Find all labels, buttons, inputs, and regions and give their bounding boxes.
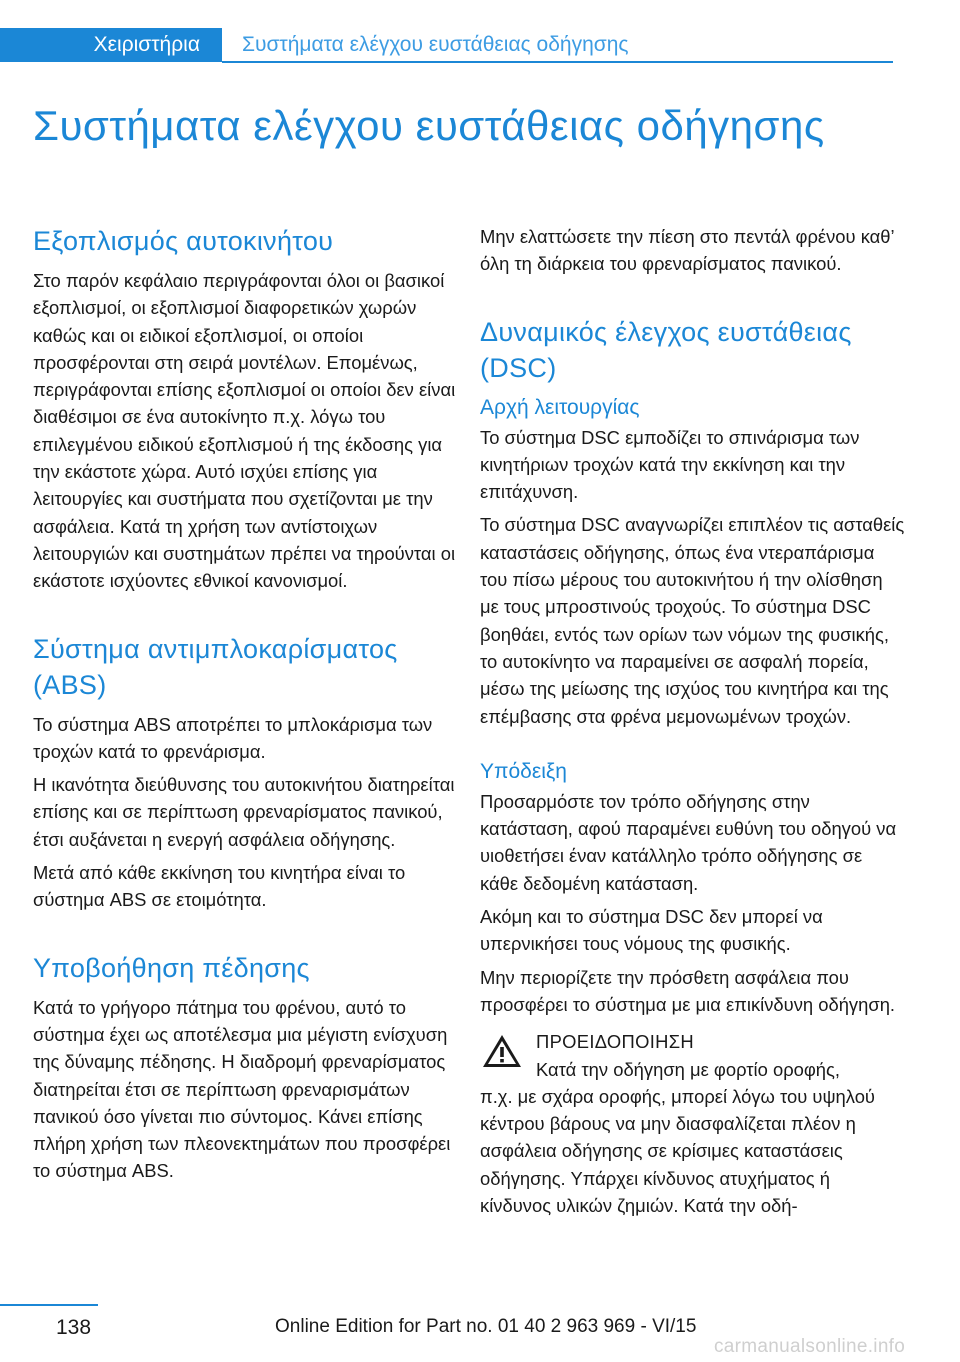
warning-text-first-line: Κατά την οδήγηση με φορτίο οροφής, (536, 1058, 841, 1080)
left-column (33, 223, 458, 1191)
vehicle-equipment-text: Στο παρόν κεφάλαιο περιγράφονται όλοι οι βασικοί εξοπλισμοί, οι εξοπλισμοί διαφορετικών χωρών καθώς και οι ειδικοί εξοπλισμοί, οι οποίοι προσφέρονται στη σειρά μοντέλων. Επομένως, περιγράφονται επίσης εξοπλισμοί οι οποίοι δεν είναι διαθέσιμοι σε ένα αυτοκίνητο π.χ. λόγω του επιλεγμένου ειδικού εξοπλισμού ή της έκδοσης για την εκάστοτε χώρα. Αυτό ισχύει επίσης για λειτουργίες και συστήματα που σχετίζονται με την ασφάλεια. Κατά τη χρήση των αντίστοιχων λειτουργιών και συστημάτων πρέπει να τηρούνται οι εκάστοτε ισχύοντες εθνικοί κανονισμοί. (33, 270, 456, 592)
header-tab-stability-systems[interactable]: Συστήματα ελέγχου ευστάθειας οδήγησης (242, 33, 629, 56)
warning-text: π.χ. με σχάρα οροφής, μπορεί λόγω του υψηλού κέντρου βάρους να μην διασφαλίζεται πλέον η ασφάλεια οδήγησης σε κρίσιμες καταστάσεις οδήγησης. Υπάρχει κίνδυνος ατυχήματος ή κίνδυνος υλικών ζημιών. Κατά την οδή- (480, 1085, 875, 1217)
brake-assist-heading: Υποβοήθηση πέδησης (33, 952, 310, 983)
abs-paragraph-1: Το σύστημα ABS αποτρέπει το μπλοκάρισμα των τροχών κατά το φρενάρισμα. (33, 713, 433, 762)
footer-rule (0, 1304, 98, 1306)
header-rule (222, 61, 893, 63)
warning-title: ΠΡΟΕΙΔΟΠΟΙΗΣΗ (536, 1031, 694, 1053)
hint-heading: Υπόδειξη (480, 759, 567, 783)
dsc-paragraph-1: Το σύστημα DSC εμποδίζει το σπινάρισμα των κινητήριων τροχών κατά την εκκίνηση και την επιτάχυνση. (480, 426, 860, 503)
operating-principle-heading: Αρχή λειτουργίας (480, 395, 640, 419)
dsc-paragraph-2: Το σύστημα DSC αναγνωρίζει επιπλέον τις ασταθείς καταστάσεις οδήγησης, όπως ένα ντεραπάρισμα του πίσω μέρους του αυτοκινήτου ή την ολίσθηση με τους μπροστινούς τροχούς. Το σύστημα DSC βοηθάει, εντός των ορίων των νόμων της φυσικής, το αυτοκίνητο να παραμείνει σε ασφαλή πορεία, μέσω της μείωσης της ισχύος του κινητήρα και της επέμβασης στα φρένα μεμονωμένων τροχών. (480, 514, 905, 727)
dsc-heading: Δυναμικός έλεγχος ευστάθειας (DSC) (480, 316, 852, 383)
warning-block (480, 1028, 905, 1083)
abs-heading: Σύστημα αντιμπλοκαρίσματος (ABS) (33, 633, 398, 700)
hint-paragraph-1: Προσαρμόστε τον τρόπο οδήγησης στην κατάσταση, αφού παραμένει ευθύνη του οδηγού να υιοθετήσει έναν κατάλληλο τρόπο οδήγησης σε κάθε δεδομένη κατάσταση. (480, 790, 897, 894)
watermark: carmanualsonline.info (714, 1336, 906, 1357)
hint-paragraph-3: Μην περιορίζετε την πρόσθετη ασφάλεια που προσφέρει το σύστημα με μια επικίνδυνη οδήγηση. (480, 966, 896, 1015)
right-column (480, 223, 905, 1219)
page-number: 138 (56, 1316, 92, 1339)
hint-paragraph-2: Ακόμη και το σύστημα DSC δεν μπορεί να υπερνικήσει τους νόμους της φυσικής. (480, 906, 823, 955)
page-title: Συστήματα ελέγχου ευστάθειας οδήγησης (33, 102, 825, 149)
warning-triangle-icon (482, 1034, 522, 1068)
abs-paragraph-2: Η ικανότητα διεύθυνσης του αυτοκινήτου διατηρείται επίσης και σε περίπτωση φρεναρίσματος πανικού, έτσι αυξάνεται η ενεργή ασφάλεια οδήγησης. (33, 774, 455, 850)
header-tab-controls[interactable]: Χειριστήρια (0, 28, 222, 62)
footer-edition: Online Edition for Part no. 01 40 2 963 969 - VI/15 (275, 1316, 697, 1337)
abs-paragraph-3: Μετά από κάθε εκκίνηση του κινητήρα είναι το σύστημα ABS σε ετοιμότητα. (33, 862, 406, 911)
vehicle-equipment-heading: Εξοπλισμός αυτοκινήτου (33, 226, 334, 256)
brake-assist-continuation: Μην ελαττώσετε την πίεση στο πεντάλ φρένου καθ’ όλη τη διάρκεια του φρεναρίσματος πανικού. (480, 226, 894, 275)
brake-assist-text: Κατά το γρήγορο πάτημα του φρένου, αυτό το σύστημα έχει ως αποτέλεσμα μια μέγιστη ενίσχυση της δύναμης πέδησης. Η διαδρομή φρεναρίσματος διατηρείται έτσι σε περίπτωση φρεναρισμάτων πανικού όσο γίνεται πιο σύντομος. Κάνει επίσης πλήρη χρήση των πλεονεκτημάτων που προσφέρει το σύστημα ABS. (33, 996, 451, 1182)
